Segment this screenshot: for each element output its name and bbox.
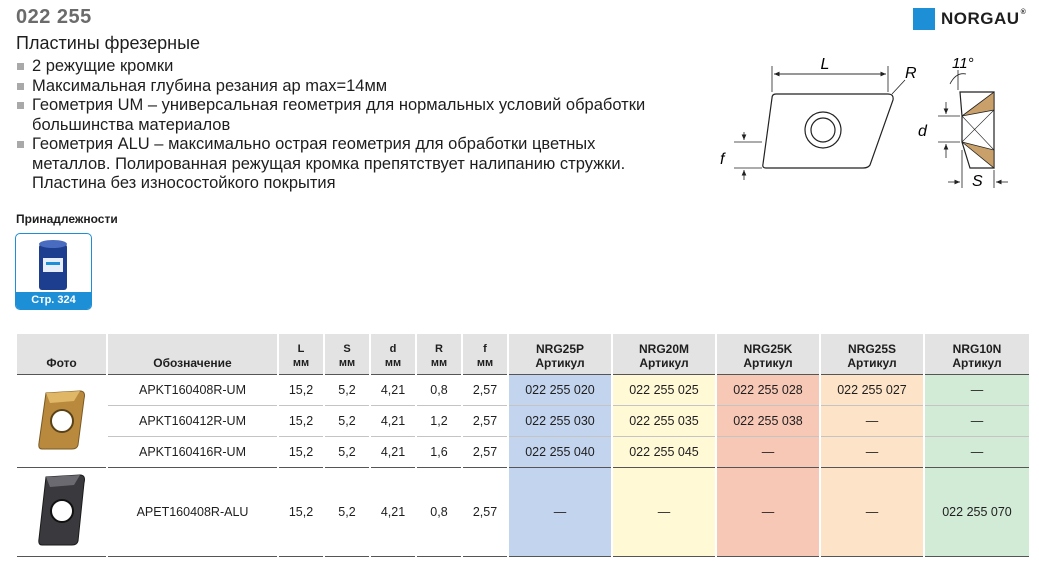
table-row — [16, 375, 1029, 406]
accessory-page-ref[interactable]: Стр. 324 — [16, 292, 91, 309]
value-cell: 15,2 — [278, 468, 324, 557]
dim-label-angle: 11° — [952, 55, 974, 72]
insert-photo-alu — [16, 468, 107, 557]
article-cell: 022 255 038 — [716, 406, 820, 437]
value-cell: 1,2 — [416, 406, 462, 437]
article-cell: — — [612, 468, 716, 557]
brand-square-icon — [913, 8, 935, 30]
col-header-d: d мм — [370, 334, 416, 375]
col-header-f: f мм — [462, 334, 508, 375]
bullet-square-icon — [17, 102, 24, 109]
dim-label-L: L — [820, 56, 830, 73]
article-cell: 022 255 027 — [820, 375, 924, 406]
col-header-grade-nrg10n: NRG10N Артикул — [924, 334, 1029, 375]
col-header-photo: Фото — [16, 334, 107, 375]
value-cell: 4,21 — [370, 406, 416, 437]
value-cell: 2,57 — [462, 437, 508, 468]
value-cell: 15,2 — [278, 406, 324, 437]
feature-item: Максимальная глубина резания ap max=14мм — [16, 77, 656, 97]
feature-item: Геометрия UM – универсальная геометрия для нормальных условий обработки большинства материалов — [16, 96, 656, 135]
product-title: Пластины фрезерные — [16, 33, 201, 53]
article-cell: 022 255 035 — [612, 406, 716, 437]
designation-cell: APKT160416R-UM — [107, 437, 278, 468]
value-cell: 5,2 — [324, 406, 370, 437]
accessories-title: Принадлежности — [16, 212, 118, 226]
article-cell: 022 255 020 — [508, 375, 612, 406]
table-row — [16, 406, 1029, 437]
article-cell: — — [924, 406, 1029, 437]
value-cell: 15,2 — [278, 375, 324, 406]
value-cell: 5,2 — [324, 375, 370, 406]
feature-item: 2 режущие кромки — [16, 57, 656, 77]
value-cell: 0,8 — [416, 375, 462, 406]
insert-spec-table — [15, 334, 1029, 557]
insert-outline — [763, 94, 893, 168]
dim-label-d: d — [918, 123, 927, 140]
value-cell: 1,6 — [416, 437, 462, 468]
article-cell: 022 255 030 — [508, 406, 612, 437]
article-cell: 022 255 025 — [612, 375, 716, 406]
article-cell: — — [820, 406, 924, 437]
value-cell: 5,2 — [324, 468, 370, 557]
article-cell: — — [508, 468, 612, 557]
article-cell: — — [716, 468, 820, 557]
col-header-S: S мм — [324, 334, 370, 375]
value-cell: 15,2 — [278, 437, 324, 468]
dim-label-f: f — [720, 151, 725, 168]
table-row — [16, 437, 1029, 468]
col-header-grade-nrg20m: NRG20M Артикул — [612, 334, 716, 375]
feature-item: Геометрия ALU – максимально острая геометрия для обработки цветных металлов. Полированная режущая кромка препятствует налипанию стружки. Пластина без износостойкого покрытия — [16, 135, 656, 194]
col-header-L: L мм — [278, 334, 324, 375]
col-header-grade-nrg25k: NRG25K Артикул — [716, 334, 820, 375]
dim-label-S: S — [972, 173, 983, 190]
article-cell: — — [716, 437, 820, 468]
value-cell: 2,57 — [462, 406, 508, 437]
article-cell: 022 255 040 — [508, 437, 612, 468]
product-code: 022 255 — [16, 6, 92, 28]
value-cell: 2,57 — [462, 375, 508, 406]
value-cell: 5,2 — [324, 437, 370, 468]
designation-cell: APET160408R-ALU — [107, 468, 278, 557]
bullet-square-icon — [17, 63, 24, 70]
brand-logo — [913, 7, 1026, 31]
article-cell: 022 255 028 — [716, 375, 820, 406]
brand-name: NORGAU® — [941, 9, 1027, 28]
insert-um-image — [34, 387, 90, 453]
article-cell: — — [924, 375, 1029, 406]
article-cell: 022 255 070 — [924, 468, 1029, 557]
designation-cell: APKT160412R-UM — [107, 406, 278, 437]
table-header-row — [16, 334, 1029, 375]
value-cell: 4,21 — [370, 437, 416, 468]
table-row — [16, 468, 1029, 557]
article-cell: — — [820, 468, 924, 557]
insert-photo-um — [16, 375, 107, 468]
col-header-designation: Обозначение — [107, 334, 278, 375]
article-cell: 022 255 045 — [612, 437, 716, 468]
col-header-R: R мм — [416, 334, 462, 375]
insert-alu-image — [34, 471, 90, 551]
article-cell: — — [820, 437, 924, 468]
accessory-card[interactable] — [15, 233, 92, 310]
value-cell: 2,57 — [462, 468, 508, 557]
article-cell: — — [924, 437, 1029, 468]
designation-cell: APKT160408R-UM — [107, 375, 278, 406]
col-header-grade-nrg25p: NRG25P Артикул — [508, 334, 612, 375]
value-cell: 0,8 — [416, 468, 462, 557]
value-cell: 4,21 — [370, 375, 416, 406]
value-cell: 4,21 — [370, 468, 416, 557]
feature-list — [16, 57, 656, 194]
bullet-square-icon — [17, 141, 24, 148]
screw-box-icon — [33, 238, 73, 292]
dim-label-R: R — [905, 65, 917, 82]
col-header-grade-nrg25s: NRG25S Артикул — [820, 334, 924, 375]
insert-dimension-diagram — [700, 50, 1020, 200]
bullet-square-icon — [17, 83, 24, 90]
